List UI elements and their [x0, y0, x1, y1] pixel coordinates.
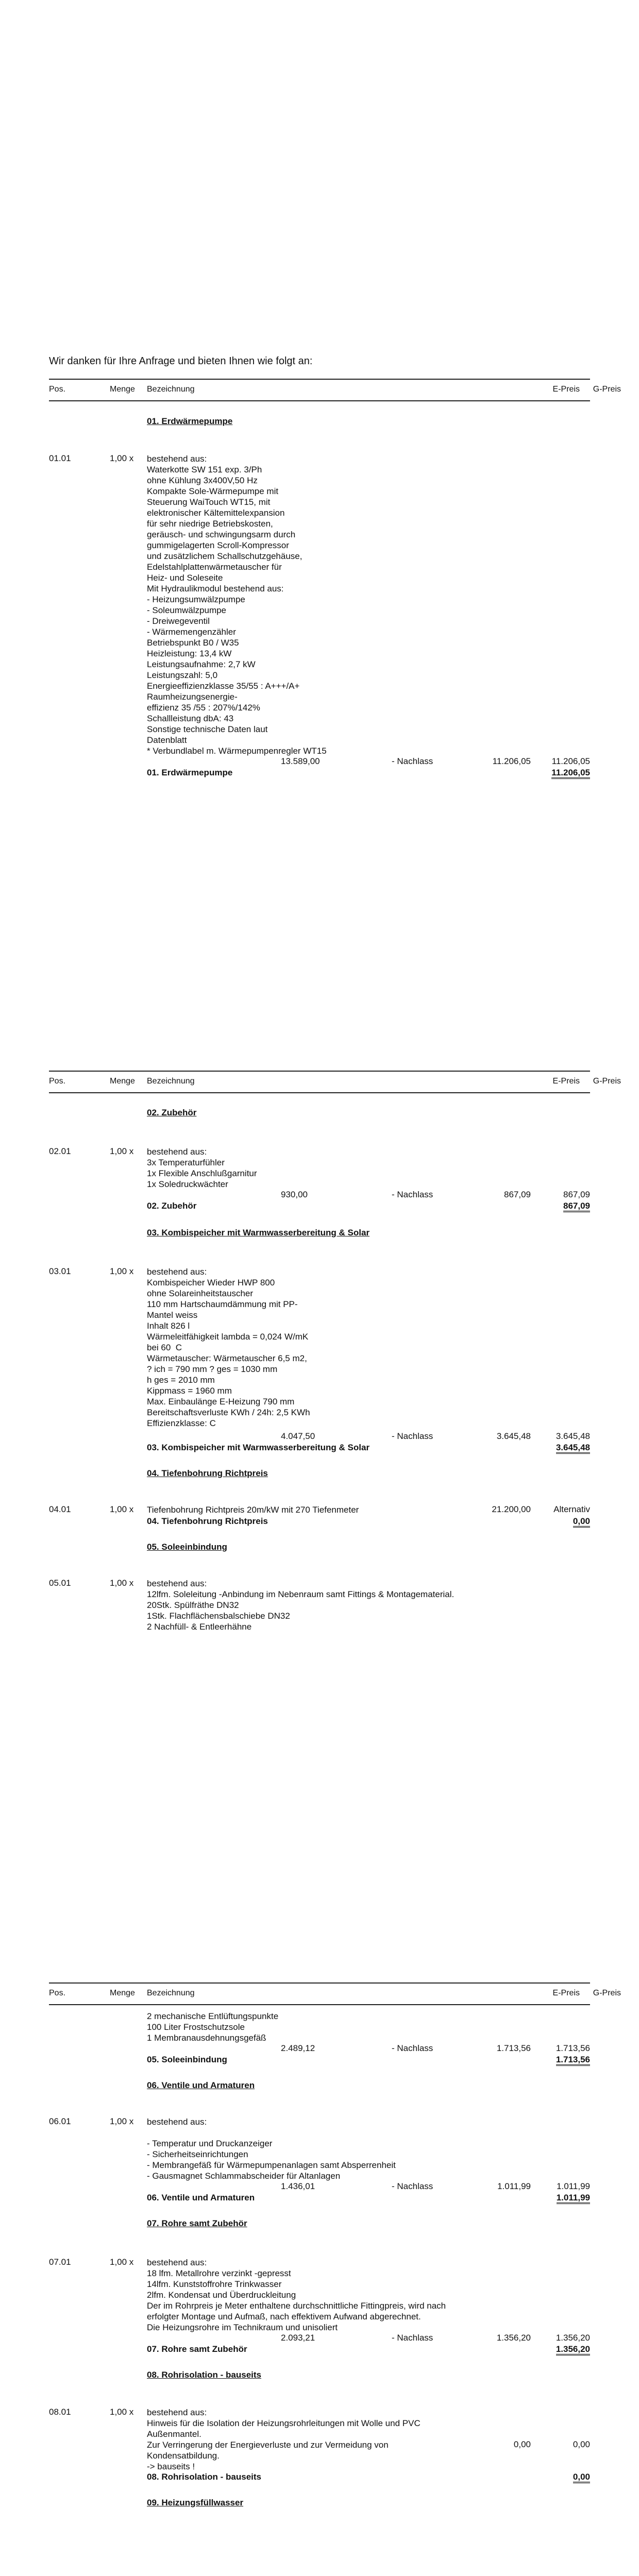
quantity: 1,00 x	[110, 2407, 134, 2417]
description-line: und zusätzlichem Schallschutzgehäuse,	[147, 551, 302, 561]
section-title: 05. Soleeinbindung	[147, 1542, 227, 1552]
description-line: Effizienzklasse: C	[147, 1418, 216, 1428]
description-line: bestehend aus:	[147, 1579, 207, 1588]
item-description	[147, 1504, 359, 1515]
total-price: 1.713,56	[556, 2043, 590, 2053]
pos-number: 02.01	[49, 1146, 71, 1156]
description-line: Energieeffizienzklasse 35/55 : A+++/A+	[147, 681, 300, 691]
description-line: Wärmeleitfähigkeit lambda = 0,024 W/mK	[147, 1332, 309, 1342]
section-title: 09. Heizungsfüllwasser	[147, 2498, 244, 2507]
quantity: 1,00 x	[110, 1146, 134, 1156]
description-line: 110 mm Hartschaumdämmung mit PP-	[147, 1299, 298, 1309]
description-line: 2 Nachfüll- & Entleerhähne	[147, 1622, 252, 1632]
subtotal-value: 1.713,56	[556, 2055, 590, 2066]
unit-price: 11.206,05	[492, 756, 531, 766]
discount-label: - Nachlass	[392, 2181, 433, 2191]
pos-number: 04.01	[49, 1504, 71, 1514]
header-bezeichnung: Bezeichnung	[147, 385, 195, 394]
subtotal-value: 1.356,20	[556, 2344, 590, 2355]
section-title: 08. Rohrisolation - bauseits	[147, 2370, 261, 2380]
amount: 4.047,50	[281, 1431, 315, 1441]
description-line: - Dreiwegeventil	[147, 616, 210, 626]
subtotal-label: 03. Kombispeicher mit Warmwasserbereitung & Solar	[147, 1443, 370, 1452]
description-line: 18 lfm. Metallrohre verzinkt -gepresst	[147, 2268, 291, 2278]
pos-number: 01.01	[49, 453, 71, 463]
description-line: 3x Temperaturfühler	[147, 1158, 225, 1167]
total-price: 1.356,20	[556, 2333, 590, 2343]
amount: 930,00	[281, 1190, 308, 1199]
description-line: Wärmetauscher: Wärmetauscher 6,5 m2,	[147, 1353, 307, 1363]
description-line: ? ich = 790 mm ? ges = 1030 mm	[147, 1364, 278, 1374]
quantity: 1,00 x	[110, 1266, 134, 1276]
unit-price: 21.200,00	[492, 1504, 531, 1514]
description-line: -> bauseits !	[147, 2462, 195, 2471]
pos-number: 07.01	[49, 2257, 71, 2267]
subtotal-label: 06. Ventile und Armaturen	[147, 2193, 255, 2202]
item-description	[147, 1146, 257, 1190]
description-line: Waterkotte SW 151 exp. 3/Ph	[147, 465, 262, 474]
description-line: bestehend aus:	[147, 2408, 207, 2417]
discount-label: - Nachlass	[392, 2333, 433, 2343]
description-line: effizienz 35 /55 : 207%/142%	[147, 703, 260, 713]
description-line: 1 Membranausdehnungsgefäß	[147, 2033, 266, 2043]
description-line: 1x Soledruckwächter	[147, 1179, 228, 1189]
quantity: 1,00 x	[110, 453, 134, 463]
unit-price: 1.713,56	[496, 2043, 531, 2053]
amount: 2.093,21	[281, 2333, 315, 2343]
header-gp: G-Preis	[593, 1989, 621, 1997]
table-header	[49, 1071, 621, 1093]
description-line: Außenmantel.	[147, 2429, 201, 2439]
item-description	[147, 1578, 454, 1632]
total-price: 3.645,48	[556, 1431, 590, 1441]
description-line: - Soleumwälzpumpe	[147, 605, 227, 615]
description-line: für sehr niedrige Betriebskosten,	[147, 519, 273, 529]
item-description	[147, 2407, 421, 2472]
item-description	[147, 1266, 310, 1429]
quantity: 1,00 x	[110, 2257, 134, 2267]
item-description	[147, 453, 327, 756]
description-line: Zur Verringerung der Energieverluste und zur Vermeidung von	[147, 2440, 389, 2450]
description-line: Leistungsaufnahme: 2,7 kW	[147, 659, 256, 669]
discount-label: - Nachlass	[392, 1190, 433, 1199]
description-line: Inhalt 826 l	[147, 1321, 190, 1331]
unit-price: 1.011,99	[497, 2181, 531, 2191]
unit-price: 867,09	[504, 1190, 531, 1199]
description-line: Mantel weiss	[147, 1310, 198, 1320]
total-price: 0,00	[573, 2439, 590, 2449]
description-line: Edelstahlplattenwärmetauscher für	[147, 562, 282, 572]
description-line: Hinweis für die Isolation der Heizungsrohrleitungen mit Wolle und PVC	[147, 2418, 421, 2428]
description-line: bestehend aus:	[147, 1147, 207, 1157]
pos-number: 08.01	[49, 2407, 71, 2417]
description-line: 12lfm. Soleleitung -Anbindung im Nebenraum samt Fittings & Montagematerial.	[147, 1589, 455, 1599]
description-line: geräusch- und schwingungsarm durch	[147, 530, 296, 539]
description-line: 2 mechanische Entlüftungspunkte	[147, 2011, 279, 2021]
subtotal-value: 0,00	[573, 2472, 590, 2483]
description-line: 1Stk. Flachflächensbalschiebe DN32	[147, 1611, 290, 1621]
subtotal-value: 11.206,05	[551, 768, 590, 779]
quantity: 1,00 x	[110, 1504, 134, 1514]
description-line: bestehend aus:	[147, 2117, 207, 2127]
description-line: Der im Rohrpreis je Meter enthaltene durchschnittliche Fittingpreis, wird nach	[147, 2301, 446, 2311]
description-line: Kondensatbildung.	[147, 2451, 220, 2461]
description-line: Die Heizungsrohre im Technikraum und unisoliert	[147, 2323, 338, 2332]
header-ep: E-Preis	[552, 385, 580, 394]
description-line: bestehend aus:	[147, 454, 207, 464]
unit-price: 3.645,48	[496, 1431, 531, 1441]
item-description	[147, 2011, 278, 2043]
description-line: bestehend aus:	[147, 2258, 207, 2267]
description-line: Bereitschaftsverluste KWh / 24h: 2,5 KWh	[147, 1408, 310, 1417]
description-line: ohne Kühlung 3x400V,50 Hz	[147, 476, 258, 485]
subtotal-label: 01. Erdwärmepumpe	[147, 768, 233, 777]
description-line: elektronischer Kältemittelexpansion	[147, 508, 285, 518]
amount: 1.436,01	[281, 2181, 315, 2191]
description-line: 2lfm. Kondensat und Überdruckleitung	[147, 2290, 296, 2300]
description-line: Datenblatt	[147, 735, 187, 745]
subtotal-value: 3.645,48	[556, 1443, 590, 1454]
pos-number: 03.01	[49, 1266, 71, 1276]
description-line: Steuerung WaiTouch WT15, mit	[147, 497, 271, 507]
subtotal-label: 02. Zubehör	[147, 1201, 197, 1211]
subtotal-value: 867,09	[563, 1201, 590, 1212]
amount: 2.489,12	[281, 2043, 315, 2053]
description-line: erfolgter Montage und Aufmaß, nach effektivem Aufwand abgerechnet.	[147, 2312, 421, 2321]
subtotal-label: 08. Rohrisolation - bauseits	[147, 2472, 261, 2482]
subtotal-value: 0,00	[573, 1516, 590, 1528]
description-line	[147, 2127, 396, 2138]
pos-number: 05.01	[49, 1578, 71, 1588]
description-line: h ges = 2010 mm	[147, 1375, 215, 1385]
section-title: 02. Zubehör	[147, 1108, 197, 1117]
pos-number: 06.01	[49, 2116, 71, 2126]
description-line: Kombispeicher Wieder HWP 800	[147, 1278, 275, 1287]
description-line: - Heizungsumwälzpumpe	[147, 595, 245, 604]
description-line: Sonstige technische Daten laut	[147, 724, 268, 734]
description-line: - Sicherheitseinrichtungen	[147, 2149, 248, 2159]
header-gp: G-Preis	[593, 1077, 621, 1086]
subtotal-label: 07. Rohre samt Zubehör	[147, 2344, 247, 2354]
header-pos: Pos.	[49, 385, 66, 394]
section-title: 07. Rohre samt Zubehör	[147, 2218, 247, 2228]
description-line: bestehend aus:	[147, 1267, 207, 1277]
header-bezeichnung: Bezeichnung	[147, 1077, 195, 1086]
header-bezeichnung: Bezeichnung	[147, 1989, 195, 1997]
description-line: * Verbundlabel m. Wärmepumpenregler WT15	[147, 746, 327, 756]
subtotal-label: 05. Soleeinbindung	[147, 2055, 227, 2064]
description-line: Raumheizungsenergie-	[147, 692, 238, 702]
description-line: - Wärmemengenzähler	[147, 627, 236, 637]
total-price: Alternativ	[553, 1504, 590, 1514]
section-title: 04. Tiefenbohrung Richtpreis	[147, 1468, 268, 1478]
header-menge: Menge	[110, 1077, 135, 1086]
description-line: Mit Hydraulikmodul bestehend aus:	[147, 584, 284, 594]
total-price: 11.206,05	[551, 756, 590, 766]
section-title: 06. Ventile und Armaturen	[147, 2080, 255, 2090]
header-ep: E-Preis	[552, 1989, 580, 1997]
table-header	[49, 379, 621, 401]
description-line: Max. Einbaulänge E-Heizung 790 mm	[147, 1397, 295, 1406]
quantity: 1,00 x	[110, 1578, 134, 1588]
description-line: Kippmass = 1960 mm	[147, 1386, 232, 1396]
header-menge: Menge	[110, 1989, 135, 1997]
description-line: Heiz- und Soleseite	[147, 573, 223, 583]
description-line: Leistungszahl: 5,0	[147, 670, 218, 680]
description-line: Betriebspunkt B0 / W35	[147, 638, 239, 648]
description-line: - Membrangefäß für Wärmepumpenanlagen samt Absperrenheit	[147, 2160, 396, 2170]
unit-price: 0,00	[513, 2439, 531, 2449]
description-line: Schallleistung dbA: 43	[147, 714, 234, 723]
table-header	[49, 1982, 621, 2005]
section-title: 01. Erdwärmepumpe	[147, 416, 233, 426]
subtotal-label: 04. Tiefenbohrung Richtpreis	[147, 1516, 268, 1526]
total-price: 1.011,99	[557, 2181, 590, 2191]
description-line: Heizleistung: 13,4 kW	[147, 649, 232, 658]
discount-label: - Nachlass	[392, 2043, 433, 2053]
description-line: ohne Solareinheitstauscher	[147, 1289, 254, 1298]
discount-label: - Nachlass	[392, 1431, 433, 1441]
description-line: 100 Liter Frostschutzsole	[147, 2022, 245, 2032]
header-pos: Pos.	[49, 1989, 66, 1997]
amount: 13.589,00	[281, 756, 320, 766]
description-line: Kompakte Sole-Wärmepumpe mit	[147, 486, 279, 496]
header-menge: Menge	[110, 385, 135, 394]
item-description	[147, 2257, 446, 2333]
unit-price: 1.356,20	[496, 2333, 531, 2343]
total-price: 867,09	[563, 1190, 590, 1199]
header-ep: E-Preis	[552, 1077, 580, 1086]
description-line: 14lfm. Kunststoffrohre Trinkwasser	[147, 2279, 282, 2289]
item-description	[147, 2116, 396, 2181]
description-line: 20Stk. Spülfräthe DN32	[147, 1600, 239, 1610]
discount-label: - Nachlass	[392, 756, 433, 766]
description-line: gummigelagerten Scroll-Kompressor	[147, 540, 289, 550]
intro-text: Wir danken für Ihre Anfrage und bieten Ihnen wie folgt an:	[49, 355, 313, 367]
quantity: 1,00 x	[110, 2116, 134, 2126]
header-gp: G-Preis	[593, 385, 621, 394]
description-line: - Gausmagnet Schlammabscheider für Altanlagen	[147, 2171, 341, 2181]
description-line: 1x Flexible Anschlußgarnitur	[147, 1168, 257, 1178]
description-line: - Temperatur und Druckanzeiger	[147, 2139, 273, 2148]
description-line: bei 60 C	[147, 1343, 182, 1352]
section-title: 03. Kombispeicher mit Warmwasserbereitung & Solar	[147, 1228, 370, 1238]
header-pos: Pos.	[49, 1077, 66, 1086]
description-line: Tiefenbohrung Richtpreis 20m/kW mit 270 Tiefenmeter	[147, 1505, 359, 1515]
subtotal-value: 1.011,99	[557, 2193, 590, 2204]
